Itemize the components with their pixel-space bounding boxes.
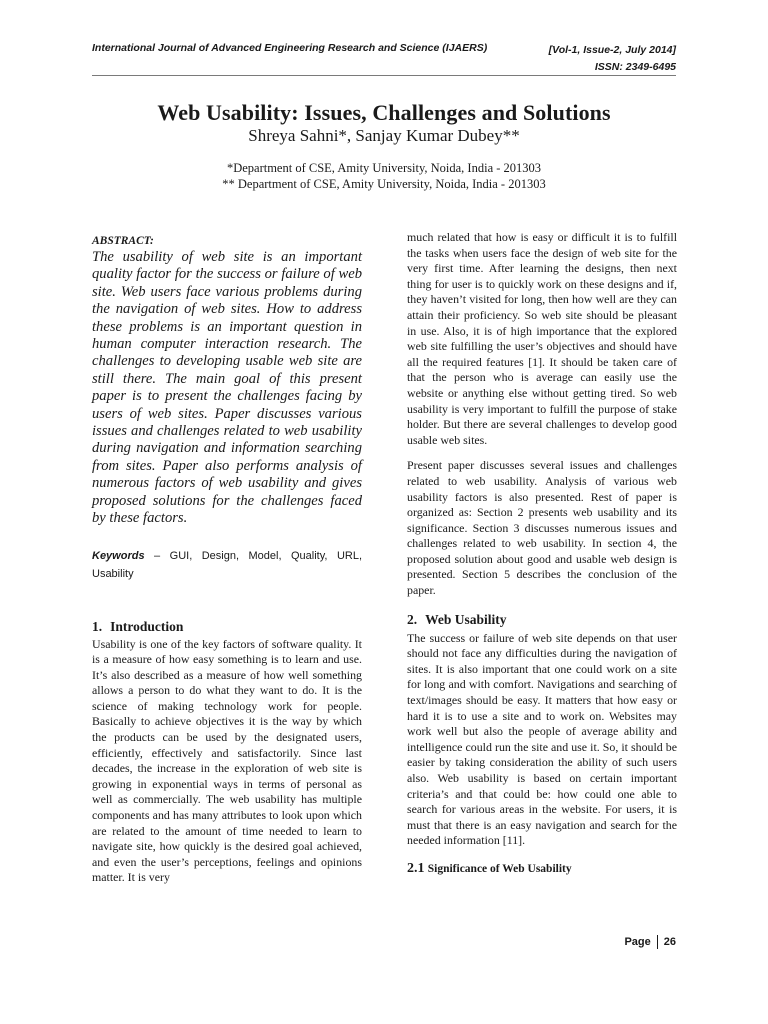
abstract-label: ABSTRACT: — [92, 235, 154, 247]
right-column — [407, 230, 677, 877]
affiliations — [0, 160, 768, 192]
keywords — [92, 547, 362, 583]
section-title: Introduction — [110, 618, 184, 634]
page-label: Page — [624, 936, 651, 948]
section-title: Web Usability — [425, 611, 507, 627]
issue-info — [549, 42, 676, 76]
section-number: 1. — [92, 618, 103, 634]
subsection-number: 2.1 — [407, 860, 425, 876]
web-usability-text: The success or failure of web site depends on that user should not face any difficulties during the navigation of sites. It is also important that one could work on a site for long and with comfort. Navigations and searching of text/images should be easy. It matters that how easy or hard it is to use a site and to work on. Websites may work well but also the people of average ability and intelligence could run the site and use it. So, it should be easier by taking consideration the ability of such users also. Web usability is based on certain important criteria’s and that could be: how could one able to search for various areas in the website. For users, it is must that there is an easy navigation and search for the needed information [11]. — [407, 630, 677, 848]
significance-subheading — [407, 860, 677, 877]
keywords-label: Keywords — [92, 549, 145, 562]
affiliation-2: ** Department of CSE, Amity University, Noida, India - 201303 — [222, 177, 546, 191]
left-column — [92, 235, 362, 886]
page-number: 26 — [663, 936, 676, 948]
introduction-text: Usability is one of the key factors of software quality. It is a measure of how easy something is to learn and use. It’s also described as a measure of how well something allows a person to do what they want to do. It is the science of making technology work for people. Basically to achieve objectives it is the way by which the products can be used by the designated users, efficiently, effectively and satisfactorily. Since last decades, the increase in the exploration of web site is growing in exponential ways in terms of personal as well as commercially. The web usability has multiple components and has many attributes to look upon which are related to the amount of time needed to learn to navigate site, how quickly is the desired goal achieved, and even the user’s perceptions, feelings and opinions matter. It is very — [92, 636, 362, 885]
web-usability-heading — [407, 612, 677, 628]
paper-authors: Shreya Sahni*, Sanjay Kumar Dubey** — [248, 126, 520, 145]
introduction-heading — [92, 619, 362, 635]
header-rule — [92, 75, 676, 76]
keywords-text: GUI, Design, Model, Quality, URL, Usability — [92, 549, 363, 580]
affiliation-1: *Department of CSE, Amity University, Noida, India - 201303 — [226, 161, 542, 175]
abstract-text: The usability of web site is an important quality factor for the success or failure of web site. Web users face various problems during the navigation of web sites. How to address these problems is an important question in human computer interaction research. The challenges to developing usable web site are still there. The main goal of this present paper is to present the challenges facing by users of web sites. Paper discusses various issues and challenges related to web usability during navigation and information searching from sites. Paper also performs analysis of numerous factors of web usability and gives proposed solutions for the challenges faced by these factors. — [92, 249, 362, 527]
introduction-continued-text: much related that how is easy or difficult it is to fulfill the tasks when users face the design of web site for the very first time. After learning the designs, then next thing for user is to quickly work on these designs and if, they haven’t visited for long, then how well are they can attain their proficiency. So web site should be pleasant in use. Also, it is of high importance that the explored web site fulfilling the user’s objectives and should have all the required features [1]. It should be taken care of that the person who is average can easily use the website or anything else without getting tired. So web usability is very important to fulfill the purpose of stake holder. But there are several challenges to develop good usable web sites. — [407, 230, 677, 447]
section-number: 2. — [407, 611, 418, 627]
journal-name: International Journal of Advanced Engineering Research and Science (IJAERS) — [92, 42, 488, 54]
page-separator — [657, 935, 658, 949]
issn: ISSN: 2349-6495 — [594, 61, 676, 73]
keywords-dash: – — [144, 549, 170, 562]
paper-title: Web Usability: Issues, Challenges and Solutions — [157, 100, 611, 125]
paper-organization-text: Present paper discusses several issues and challenges related to web usability. Analysis of various web usability factors is also presented. Rest of paper is organized as: Section 2 presents web usability and its significance. Section 3 discusses numerous issues and challenges related to web usability. In section 4, the proposed solution about good and usable web design is presented. Section 5 describes the conclusion of the paper. — [407, 458, 677, 598]
page-footer — [624, 935, 676, 949]
volume-info: [Vol-1, Issue-2, July 2014] — [548, 44, 676, 56]
subsection-title: Significance of Web Usability — [427, 862, 572, 875]
